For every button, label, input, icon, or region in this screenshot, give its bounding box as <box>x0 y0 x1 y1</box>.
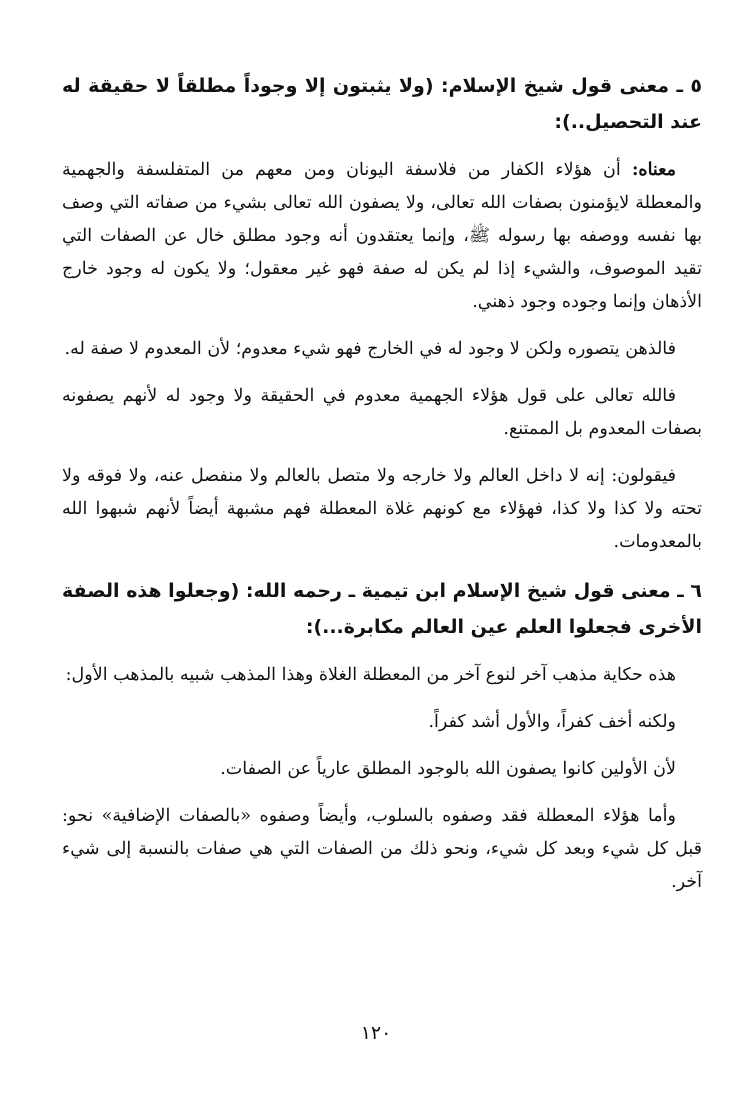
paragraph-another-school: هذه حكاية مذهب آخر لنوع آخر من المعطلة الغلاة وهذا المذهب شبيه بالمذهب الأول: <box>65 665 676 685</box>
paragraph-first-group: لأن الأولين كانوا يصفون الله بالوجود المطلق عارياً عن الصفات. <box>220 759 676 779</box>
paragraph-mind: فالذهن يتصوره ولكن لا وجود له في الخارج فهو شيء معدوم؛ لأن المعدوم لا صفة له. <box>64 339 676 359</box>
page-body <box>62 68 702 913</box>
page-number: ١٢٠ <box>360 1022 392 1044</box>
section-heading-6: ٦ ـ معنى قول شيخ الإسلام ابن تيمية ـ رحمه الله: (وجعلوا هذه الصفة الأخرى فجعلوا العلم عين العالم مكابرة...): <box>62 580 702 638</box>
section-heading-5: ٥ ـ معنى قول شيخ الإسلام: (ولا يثبتون إلا وجوداً مطلقاً لا حقيقة له عند التحصيل..): <box>62 75 702 133</box>
paragraph-they-say: فيقولون: إنه لا داخل العالم ولا خارجه ولا متصل بالعالم ولا منفصل عنه، ولا فوقه ولا تحته ولا كذا ولا كذا، فهؤلاء مع كونهم غلاة المعطلة فهم مشبهة أيضاً لأنهم شبهوا الله بالمعدومات. <box>62 466 702 552</box>
paragraph-meaning-text: أن هؤلاء الكفار من فلاسفة اليونان ومن معهم من المتفلسفة والجهمية والمعطلة لايؤمنون بصفات الله تعالى، ولا يصفون الله تعالى بشيء من صفاته التي وصف بها نفسه ووصفه بها رسوله ﷺ، وإنما يعتقدون أنه وجود مطلق خال عن الصفات التي تقيد الموصوف، والشيء إذا لم يكن له صفة فهو غير معقول؛ ولا يكون له وجود خارج الأذهان وإنما وجوده وجود ذهني. <box>62 160 702 312</box>
paragraph-lighter-disbelief: ولكنه أخف كفراً، والأول أشد كفراً. <box>428 712 676 732</box>
paragraph-negations: وأما هؤلاء المعطلة فقد وصفوه بالسلوب، وأيضاً وصفوه «بالصفات الإضافية» نحو: قبل كل شيء وبعد كل شيء، ونحو ذلك من الصفات التي هي صفات بالنسبة إلى شيء آخر. <box>62 806 702 892</box>
paragraph-lead-word: معناه: <box>631 160 676 180</box>
paragraph-meaning <box>62 154 702 319</box>
paragraph-jahmiyya: فالله تعالى على قول هؤلاء الجهمية معدوم في الحقيقة ولا وجود له لأنهم يصفونه بصفات المعدوم بل الممتنع. <box>62 386 702 439</box>
